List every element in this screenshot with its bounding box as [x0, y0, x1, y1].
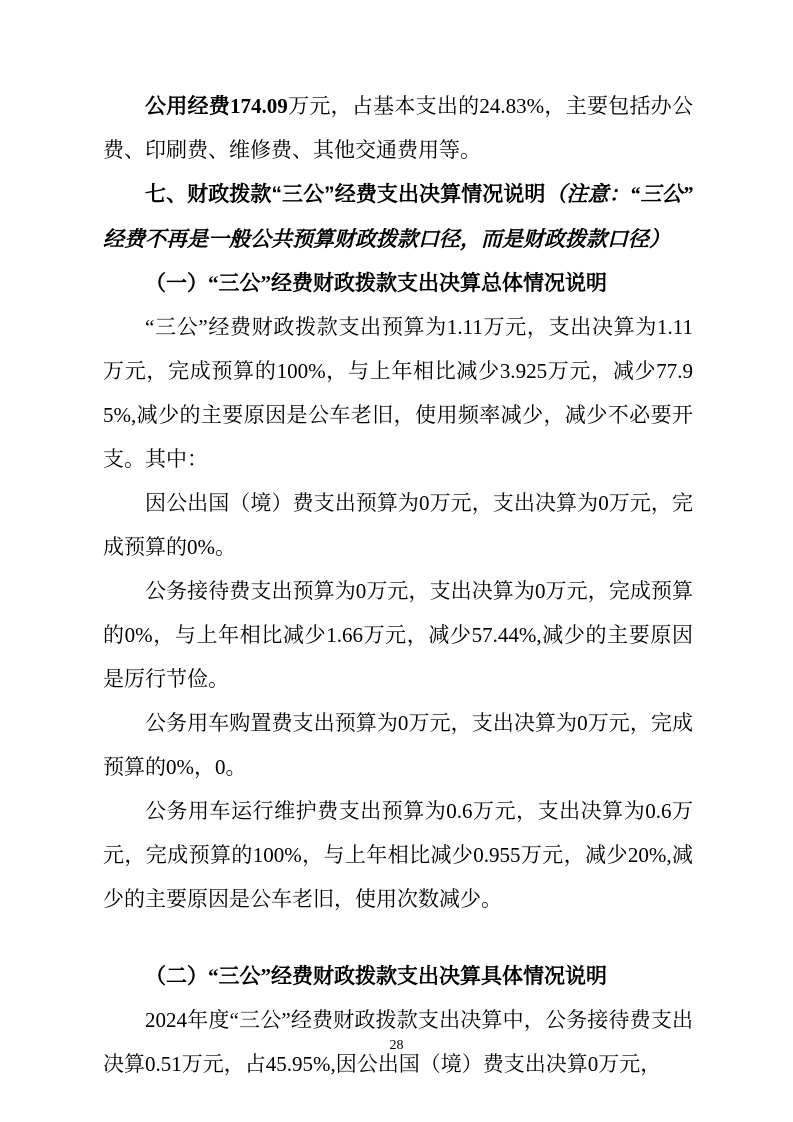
paragraph-detail-2024: 2024年度“三公”经费财政拨款支出决算中，公务接待费支出决算0.51万元，占45.95%,因公出国（境）费支出决算0万元，: [103, 1008, 693, 1076]
paragraph-reception-expense: 公务接待费支出预算为0万元，支出决算为0万元，完成预算的0%，与上年相比减少1.66万元，减少57.44%,减少的主要原因是厉行节俭。: [103, 579, 693, 691]
paragraph-vehicle-purchase-expense: 公务用车购置费支出预算为0万元，支出决算为0万元，完成预算的0%，0。: [103, 711, 693, 779]
document-content: [103, 84, 693, 1086]
heading-section-7: [103, 172, 693, 261]
paragraph-overview: “三公”经费财政拨款支出预算为1.11万元，支出决算为1.11万元，完成预算的100%，与上年相比减少3.925万元，减少77.95%,减少的主要原因是公车老旧，使用频率减少，减少不必要开支。其中：: [103, 315, 693, 471]
heading-section-7-note: （注意：“三公”经费不再是一般公共预算财政拨款口径，而是财政拨款口径）: [103, 182, 694, 251]
public-funds-rest: 万元，占基本支出的24.83%，主要包括办公费、印刷费、维修费、其他交通费用等。: [103, 94, 694, 162]
paragraph-public-funds: [103, 84, 693, 172]
page-number: 28: [389, 1038, 404, 1053]
public-funds-bold-lead: 公用经费174.09: [145, 94, 288, 118]
heading-subsection-2: （二）“三公”经费财政拨款支出决算具体情况说明: [145, 964, 607, 988]
paragraph-vehicle-maintenance-expense: 公务用车运行维护费支出预算为0.6万元，支出决算为0.6万元，完成预算的100%，与上年相比减少0.955万元，减少20%,减少的主要原因是公车老旧，使用次数减少。: [103, 799, 694, 911]
paragraph-abroad-expense: 因公出国（境）费支出预算为0万元，支出决算为0万元，完成预算的0%。: [103, 491, 693, 559]
heading-section-7-main: 七、财政拨款“三公”经费支出决算情况说明: [145, 183, 546, 206]
heading-subsection-1: （一）“三公”经费财政拨款支出决算总体情况说明: [145, 271, 607, 295]
